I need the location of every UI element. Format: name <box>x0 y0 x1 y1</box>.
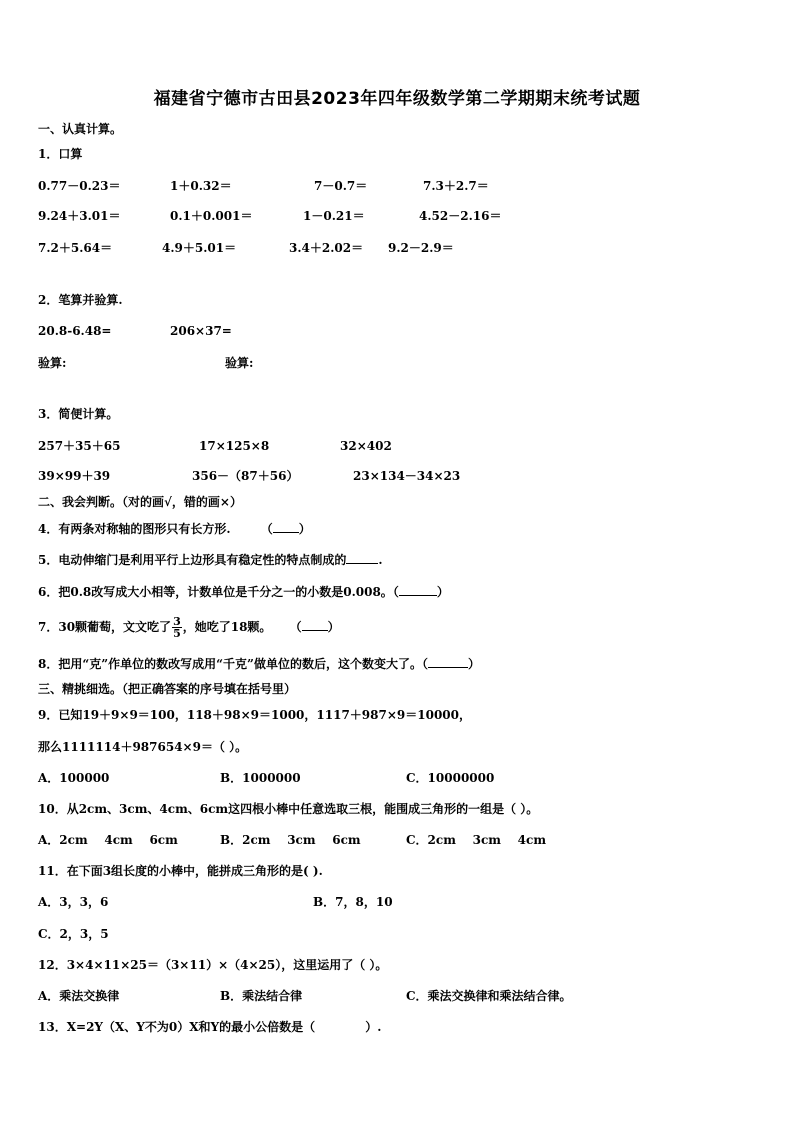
question-text: 7．30颗葡萄，文文吃了 <box>38 620 172 634</box>
option-b[interactable]: B．7，8，10 <box>313 895 393 909</box>
section-heading-1: 一、认真计算。 <box>38 122 123 136</box>
q1-item: 9.24＋3.01＝ <box>38 209 121 223</box>
option-c[interactable]: C．乘法交换律和乘法结合律。 <box>406 989 572 1003</box>
q3-item: 17×125×8 <box>199 439 270 453</box>
q2-item: 20.8-6.48= <box>38 324 112 338</box>
option-b[interactable]: B．2cm 3cm 6cm <box>220 833 361 847</box>
option-b[interactable]: B．1000000 <box>220 771 301 785</box>
q1-item: 9.2－2.9＝ <box>388 241 454 255</box>
q1-item: 7.2＋5.64＝ <box>38 241 113 255</box>
question-9-line-2: 那么1111114＋987654×9＝（ ）。 <box>38 740 248 754</box>
q1-item: 0.1＋0.001＝ <box>170 209 253 223</box>
q2-check-label: 验算: <box>38 356 67 370</box>
question-9-line-1: 9．已知19＋9×9＝100，118＋98×9＝1000，1117＋987×9＝10000， <box>38 708 472 722</box>
answer-blank[interactable] <box>302 619 328 631</box>
question-text: 8．把用“克”作单位的数改写成用“千克”做单位的数后，这个数变大了。 <box>38 657 422 671</box>
question-5: 5．电动伸缩门是利用平行上边形具有稳定性的特点制成的 . <box>38 553 383 567</box>
q3-item: 23×134－34×23 <box>353 469 461 483</box>
question-text: 5．电动伸缩门是利用平行上边形具有稳定性的特点制成的 <box>38 553 347 567</box>
option-b[interactable]: B．乘法结合律 <box>220 989 303 1003</box>
q1-label: 1．口算 <box>38 147 83 161</box>
option-a[interactable]: A．3，3，6 <box>38 895 109 909</box>
q1-item: 4.52－2.16＝ <box>419 209 502 223</box>
q3-item: 257＋35＋65 <box>38 439 121 453</box>
q1-item: 1＋0.32＝ <box>170 179 232 193</box>
option-c[interactable]: C．2cm 3cm 4cm <box>406 833 547 847</box>
question-text: 6．把0.8改写成大小相等，计数单位是千分之一的小数是0.008。 <box>38 585 393 599</box>
answer-blank[interactable] <box>273 521 299 533</box>
q1-item: 3.4＋2.02＝ <box>289 241 364 255</box>
q1-item: 1－0.21＝ <box>303 209 365 223</box>
question-text: 4．有两条对称轴的图形只有长方形. <box>38 522 231 536</box>
fraction: $\frac{3}{5}$ <box>173 615 181 640</box>
q1-item: 7－0.7＝ <box>314 179 368 193</box>
question-10: 10．从2cm、3cm、4cm、6cm这四根小棒中任意选取三根，能围成三角形的一组是（ ）。 <box>38 802 539 816</box>
option-a[interactable]: A．乘法交换律 <box>38 989 120 1003</box>
q1-item: 4.9＋5.01＝ <box>162 241 237 255</box>
q3-item: 32×402 <box>340 439 392 453</box>
option-c[interactable]: C．2，3，5 <box>38 927 109 941</box>
answer-blank[interactable] <box>428 656 468 668</box>
q1-item: 0.77－0.23＝ <box>38 179 121 193</box>
section-heading-3: 三、精挑细选。（把正确答案的序号填在括号里） <box>38 682 297 696</box>
option-c[interactable]: C．10000000 <box>406 771 495 785</box>
question-8: 8．把用“克”作单位的数改写成用“千克”做单位的数后，这个数变大了。（ ） <box>38 657 480 671</box>
q2-label: 2．笔算并验算. <box>38 293 123 307</box>
answer-blank[interactable] <box>346 552 378 564</box>
section-heading-2: 二、我会判断。（对的画√，错的画×） <box>38 495 242 509</box>
question-4: 4．有两条对称轴的图形只有长方形. （ ） <box>38 522 311 536</box>
question-7: 7．30颗葡萄，文文吃了 $\frac{3}{5}$ ，她吃了18颗。 （ ） <box>38 615 340 640</box>
q3-label: 3．简便计算。 <box>38 407 119 421</box>
answer-blank[interactable] <box>399 584 437 596</box>
option-a[interactable]: A．2cm 4cm 6cm <box>38 833 178 847</box>
q2-check-label: 验算: <box>225 356 254 370</box>
option-a[interactable]: A．100000 <box>38 771 110 785</box>
page-title: 福建省宁德市古田县2023年四年级数学第二学期期末统考试题 <box>153 89 641 109</box>
question-13: 13．X=2Y（X、Y不为0）X和Y的最小公倍数是（ ）. <box>38 1020 382 1034</box>
question-11: 11．在下面3组长度的小棒中，能拼成三角形的是( ). <box>38 864 323 878</box>
question-12: 12．3×4×11×25＝（3×11）×（4×25），这里运用了（ ）。 <box>38 958 388 972</box>
q3-item: 39×99＋39 <box>38 469 111 483</box>
q3-item: 356－（87＋56） <box>192 469 299 483</box>
question-6: 6．把0.8改写成大小相等，计数单位是千分之一的小数是0.008。（ ） <box>38 585 449 599</box>
q2-item: 206×37= <box>170 324 232 338</box>
q1-item: 7.3＋2.7＝ <box>423 179 489 193</box>
